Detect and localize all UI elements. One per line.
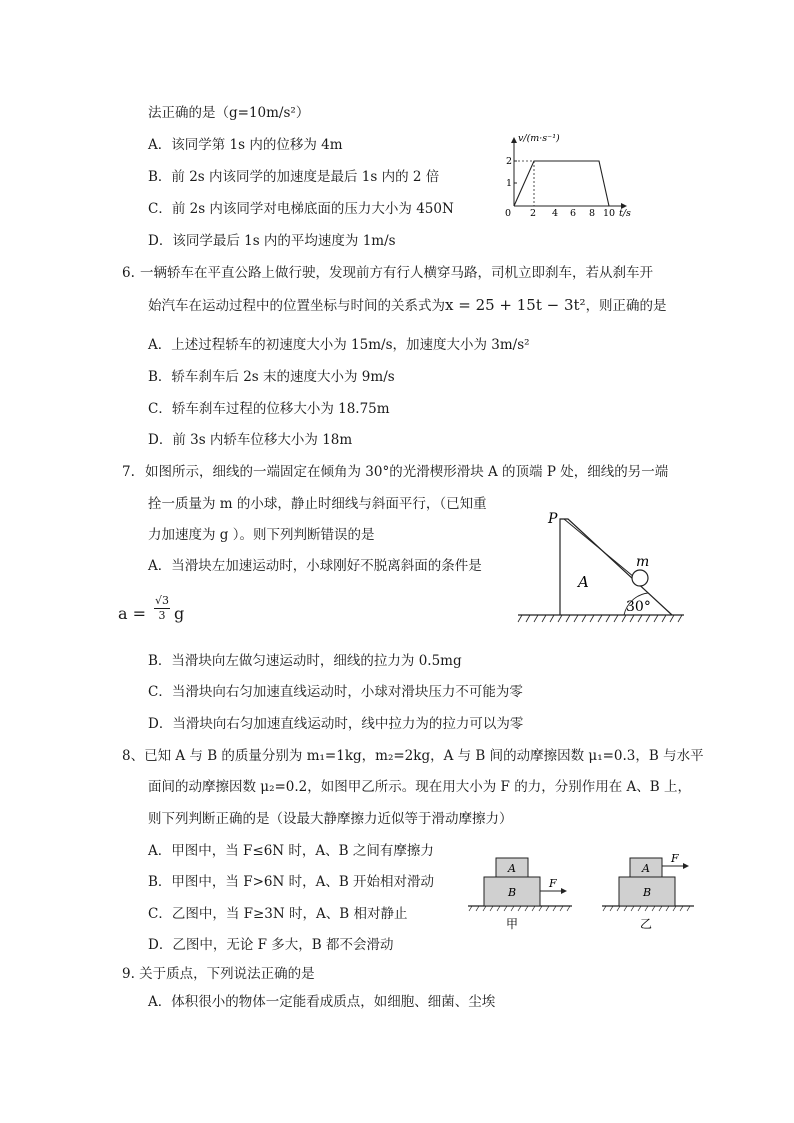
q8-option-c: C．乙图中，当 F≥3N 时，A、B 相对静止	[148, 906, 408, 922]
small-ball	[632, 570, 648, 586]
x-tick-4: 4	[552, 208, 559, 219]
q7-formula-numerator: √3	[154, 594, 169, 607]
q7-line3: 力加速度为 g ）。则下列判断错误的是	[148, 527, 375, 543]
jia-force-label: F	[549, 877, 557, 890]
t-axis-label: t/s	[619, 208, 631, 219]
q7-formula-denominator: 3	[158, 609, 166, 622]
q6-line2-post: ，则正确的是	[585, 298, 667, 314]
q6-line1: 一辆轿车在平直公路上做行驶，发现前方有行人横穿马路，司机立即刹车，若从刹车开	[140, 265, 653, 281]
x-tick-6: 6	[570, 208, 577, 219]
q6-option-d: D．前 3s 内轿车位移大小为 18m	[148, 432, 353, 448]
q7-formula-g: g	[174, 604, 185, 623]
figure-yi	[602, 852, 694, 931]
yi-block-a-label: A	[642, 862, 650, 875]
yi-block-b-label: B	[643, 886, 652, 899]
q7-number: 7.	[122, 464, 135, 480]
q6-number: 6.	[122, 265, 135, 281]
q6-option-a: A．上述过程轿车的初速度大小为 15m/s，加速度大小为 3m/s²	[148, 337, 530, 353]
x-tick-8: 8	[589, 208, 596, 219]
wedge-a-label: A	[578, 573, 589, 591]
q6-option-b: B．轿车刹车后 2s 末的速度大小为 9m/s	[148, 369, 395, 385]
string-line	[564, 519, 634, 577]
ground-hatching	[518, 615, 682, 622]
figure-jia	[468, 858, 572, 931]
q6-line2-pre: 始汽车在运动过程中的位置坐标与时间的关系式为	[148, 298, 445, 314]
q5-velocity-time-graph	[498, 128, 643, 220]
yi-force-label: F	[671, 852, 679, 865]
yi-caption: 乙	[640, 917, 653, 931]
origin-label: 0	[505, 208, 512, 219]
q7-option-d: D．当滑块向右匀加速直线运动时，线中拉力为的拉力可以为零	[148, 716, 524, 732]
jia-block-a-label: A	[508, 862, 516, 875]
ball-m-label: m	[636, 554, 650, 570]
y-tick-2: 2	[506, 156, 513, 167]
q7-option-a: A．当滑块左加速运动时，小球刚好不脱离斜面的条件是	[148, 558, 482, 574]
q6-option-c: C．轿车刹车过程的位移大小为 18.75m	[148, 401, 390, 417]
q8-blocks-figure	[460, 850, 710, 940]
point-p-label: P	[548, 511, 558, 527]
jia-block-b-label: B	[508, 886, 517, 899]
q5-option-c: C．前 2s 内该同学对电梯底面的压力大小为 450N	[148, 201, 454, 217]
velocity-curve	[514, 161, 609, 206]
q9-option-a: A．体积很小的物体一定能看成质点，如细胞、细菌、尘埃	[148, 994, 496, 1010]
q7-option-b: B．当滑块向左做匀速运动时，细线的拉力为 0.5mg	[148, 653, 462, 669]
q7-formula-lhs: a =	[118, 604, 147, 623]
q8-line3: 则下列判断正确的是（设最大静摩擦力近似等于滑动摩擦力）	[148, 811, 513, 827]
q8-line1: 8、已知 A 与 B 的质量分别为 m₁=1kg，m₂=2kg，A 与 B 间的动摩擦因数 μ₁=0.3，B 与水平	[122, 748, 704, 764]
q7-formula-fraction	[154, 594, 170, 623]
q7-line1: 如图所示，细线的一端固定在倾角为 30°的光滑楔形滑块 A 的顶端 P 处，细线的另一端	[145, 464, 669, 480]
q8-option-b: B．甲图中，当 F>6N 时，A、B 开始相对滑动	[148, 874, 435, 890]
x-tick-10: 10	[603, 208, 616, 219]
x-tick-2: 2	[530, 208, 537, 219]
wedge-outline	[560, 519, 672, 615]
jia-caption: 甲	[506, 917, 519, 931]
v-axis-label: v/(m·s⁻¹)	[518, 133, 560, 144]
y-tick-1: 1	[506, 178, 513, 189]
q5-tail-text: 法正确的是（g=10m/s²）	[148, 105, 310, 121]
q7-wedge-figure	[512, 505, 692, 630]
angle-label: 30°	[626, 599, 651, 615]
q8-option-d: D．乙图中，无论 F 多大，B 都不会滑动	[148, 937, 394, 953]
q8-line2: 面间的动摩擦因数 μ₂=0.2，如图甲乙所示。现在用大小为 F 的力，分别作用在 A、B 上，	[148, 779, 691, 795]
q5-option-b: B．前 2s 内该同学的加速度是最后 1s 内的 2 倍	[148, 169, 440, 185]
q9-title: 9. 关于质点，下列说法正确的是	[122, 966, 315, 982]
q6-equation: x = 25 + 15t − 3t²	[445, 296, 586, 314]
q8-option-a: A．甲图中，当 F≤6N 时，A、B 之间有摩擦力	[148, 843, 434, 859]
q6-line2	[148, 296, 667, 315]
q7-option-c: C．当滑块向右匀加速直线运动时，小球对滑块压力不可能为零	[148, 684, 523, 700]
q7-line2: 拴一质量为 m 的小球，静止时细线与斜面平行，（已知重	[148, 496, 487, 512]
q5-option-d: D．该同学最后 1s 内的平均速度为 1m/s	[148, 233, 396, 249]
q5-option-a: A．该同学第 1s 内的位移为 4m	[148, 137, 343, 153]
